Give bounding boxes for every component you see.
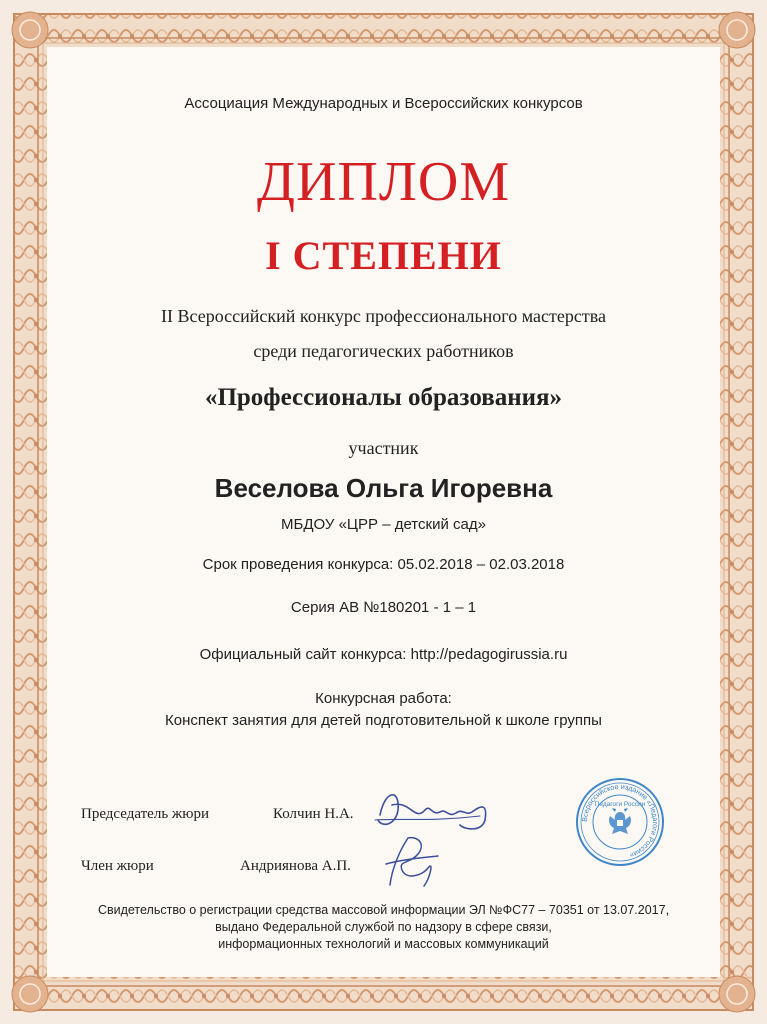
double-headed-eagle-icon — [609, 808, 631, 834]
chair-name: Колчин Н.А. — [273, 806, 354, 822]
contest-period: Срок проведения конкурса: 05.02.2018 – 02.03.2018 — [202, 556, 565, 573]
footer-line-2: выдано Федеральной службой по надзору в сфере связи, — [215, 920, 552, 934]
member-role: Член жюри — [81, 858, 154, 874]
footer-line-3: информационных технологий и массовых коммуникаций — [218, 937, 549, 951]
organization-name: Ассоциация Международных и Всероссийских конкурсов — [184, 95, 583, 112]
contest-line-1: II Всероссийский конкурс профессионального мастерства — [161, 306, 606, 326]
official-stamp — [574, 776, 666, 868]
work-label: Конкурсная работа: — [315, 690, 452, 707]
footer-line-1: Свидетельство о регистрации средства массовой информации ЭЛ №ФС77 – 70351 от 13.07.2017, — [97, 903, 670, 917]
diploma-series: Серия АВ №180201 - 1 – 1 — [290, 599, 477, 616]
participant-name: Веселова Ольга Игоревна — [214, 473, 553, 503]
stamp-outer-text: Всероссийское издание «Педагоги России» — [579, 781, 661, 861]
contest-website: Официальный сайт конкурса: http://pedagogirussia.ru — [199, 646, 568, 663]
work-title: Конспект занятия для детей подготовительной к школе группы — [165, 712, 602, 729]
contest-name: «Профессионалы образования» — [204, 384, 563, 411]
diploma-degree: I СТЕПЕНИ — [265, 233, 502, 278]
participant-institution: МБДОУ «ЦРР – детский сад» — [281, 516, 486, 533]
stamp-inner-text: Педагоги России — [594, 801, 646, 808]
contest-line-2: среди педагогических работников — [253, 341, 514, 361]
member-name: Андриянова А.П. — [240, 858, 351, 874]
participant-label: участник — [348, 438, 419, 458]
chair-role: Председатель жюри — [81, 806, 210, 822]
diploma-title: ДИПЛОМ — [256, 151, 511, 213]
member-signature — [378, 830, 448, 895]
